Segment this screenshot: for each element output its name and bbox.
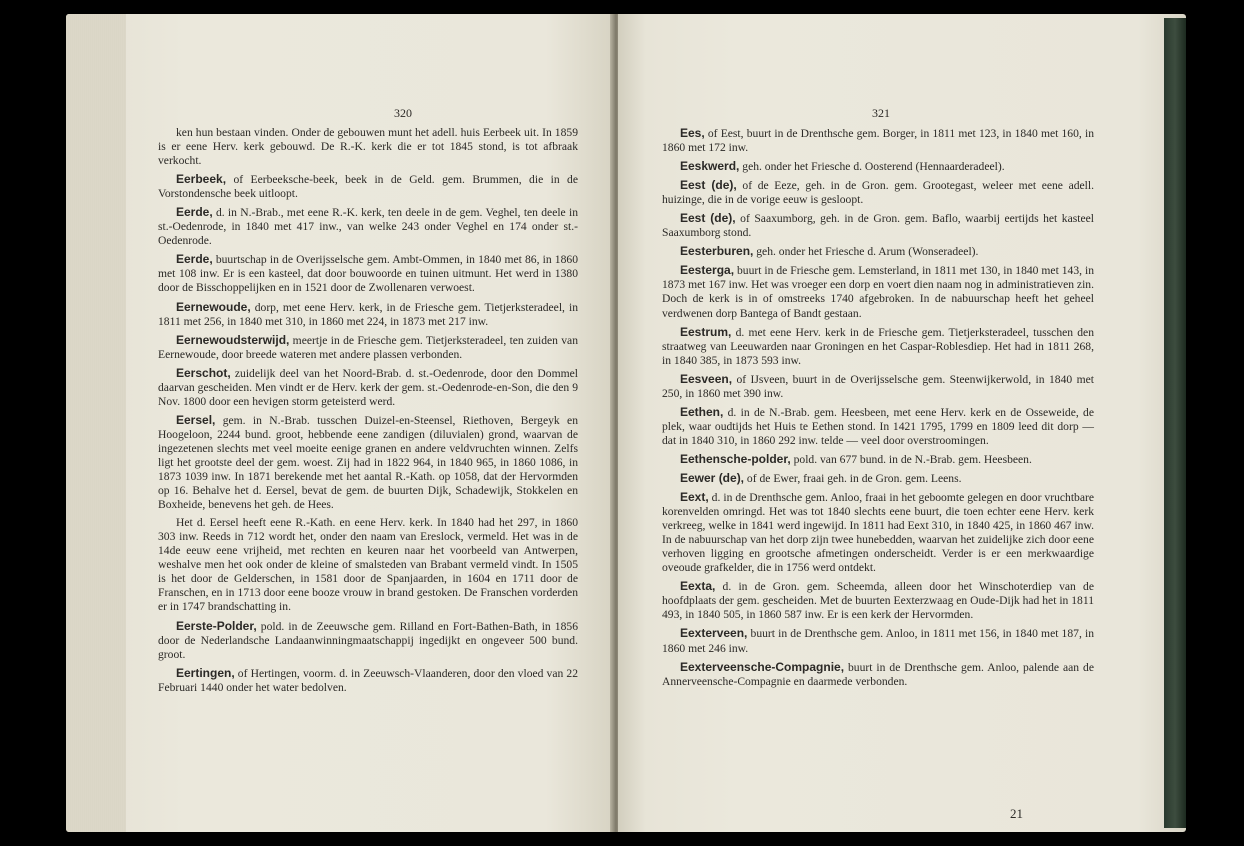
entry-headword: Eext, — [680, 490, 709, 505]
entry-body: of de Eeze, geh. in de Gron. gem. Grootegast, weleer met eene adell. huizinge, die in de vorige eeuw is gesloopt. — [662, 179, 1095, 207]
dictionary-entry — [662, 126, 1094, 155]
entry-body: of Hertingen, voorm. d. in Zeeuwsch-Vlaanderen, door den vloed van 22 Februari 1440 onder het water bedolven. — [158, 666, 578, 694]
entry-body: meertje in de Friesche gem. Tietjerksteradeel, ten zuiden van Eernewoude, door breede wateren met andere plassen verbonden. — [158, 333, 578, 361]
page-number-left: 320 — [394, 106, 412, 120]
right-page-text — [662, 126, 1094, 693]
entry-headword: Eerde, — [176, 252, 213, 267]
dictionary-entry — [158, 666, 578, 695]
entry-body: zuidelijk deel van het Noord-Brab. d. st.-Oedenrode, door den Dommel daarvan gescheiden. Men vindt er de Herv. kerk der gem. st.-Oedenrode-en-Son, die den 9 Nov. 1800 door een hevigen storm geteisterd werd. — [158, 366, 578, 408]
entry-body: d. met eene Herv. kerk in de Friesche gem. Tietjerksteradeel, tusschen den straatweg van Leeuwarden naar Groningen en het Caspar-Roblesdiep. Het had in 1811 268, in 1840 385, in 1873 593 inw. — [662, 325, 1094, 367]
entry-headword: Eersel, — [176, 412, 216, 427]
entry-headword: Eethensche-polder, — [680, 451, 791, 466]
entry-body: d. in de Drenthsche gem. Anloo, fraai in het geboomte gelegen en door vruchtbare korenvelden omringd. Het was tot 1840 slechts eene buurt, die toen echter eene Herv. kerk verkreeg, welke in 1841 werd ingewijd. In 1811 had Eext 310, in 1840 425, in 1860 467 inw. In de nabuurschap van het dorp zijn twee hunebedden, waarvan het zuidelijke zich door eene verhoven ligging en grootsche afmetingen onderscheidt. Verder is er een merkwaardige oveoude grafkelder, die in 1756 werd ontdekt. — [662, 491, 1094, 575]
dictionary-entry — [158, 252, 578, 295]
dictionary-entry — [158, 516, 578, 614]
entry-body: pold. in de Zeeuwsche gem. Rilland en Fort-Bathen-Bath, in 1856 door de Nederlandsche Landaanwinningmaatschappij ingedijkt en ongeveer 500 bund. groot. — [158, 619, 578, 661]
entry-body: ken hun bestaan vinden. Onder de gebouwen munt het adell. huis Eerbeek uit. In 1859 is er eene Herv. kerk gebouwd. De R.-K. kerk die er tot 1845 stond, is tot afbraak verkocht. — [158, 126, 578, 168]
dictionary-entry — [662, 178, 1094, 207]
right-page — [618, 14, 1186, 832]
entry-body: Het d. Eersel heeft eene R.-Kath. en eene Herv. kerk. In 1840 had het 297, in 1860 303 inw. Reeds in 712 wordt het, onder den naam van Ereslock, vermeld. Het was in de 14de eeuw eene vrijheid, met rechten en keuren naar het voorbeeld van Antwerpen, weshalve men het ook onder de kleine of smalsteden van Brabant vermeld vindt. In 1505 is het door de Gelderschen, in 1581 door de Spanjaarden, in 1604 en 1711 door de Franschen, en in 1713 door eene booze vrouw in brand gestoken. De Franschen vorderden er in 1747 brandschatting in. — [158, 516, 578, 614]
dictionary-entry — [662, 159, 1094, 174]
entry-body: buurt in de Drenthsche gem. Anloo, palende aan de Annerveensche-Compagnie en daarmede verbonden. — [662, 660, 1094, 688]
dictionary-entry — [662, 452, 1094, 467]
left-page — [66, 14, 614, 832]
entry-headword: Eernewoudsterwijd, — [176, 332, 290, 347]
entry-headword: Eernewoude, — [176, 299, 251, 314]
entry-body: d. in N.-Brab., met eene R.-K. kerk, ten deele in de gem. Veghel, ten deele in st.-Oedenrode, in 1840 met 417 inw., van welke 243 onder Veghel en 174 onder st.-Oedenrode. — [158, 206, 578, 248]
entry-body: buurtschap in de Overijsselsche gem. Ambt-Ommen, in 1840 met 86, in 1860 met 108 inw. Er is een kasteel, dat door bouwoorde en tuinen uitmunt. Het werd in 1380 door de Bisschoppelijken en in 1521 door de Zwollenaren verwoest. — [158, 253, 578, 295]
dictionary-entry — [662, 490, 1094, 575]
dictionary-entry — [158, 619, 578, 662]
entry-headword: Eest (de), — [680, 211, 736, 226]
left-page-text — [158, 126, 578, 699]
entry-body: of IJsveen, buurt in de Overijsselsche gem. Steenwijkerwold, in 1840 met 250, in 1860 met 390 inw. — [662, 372, 1094, 400]
dictionary-entry — [158, 172, 578, 201]
dictionary-entry — [158, 366, 578, 409]
entry-headword: Eewer (de), — [680, 470, 745, 485]
dictionary-entry — [158, 126, 578, 168]
page-edges — [66, 14, 126, 832]
dictionary-entry — [158, 333, 578, 362]
dictionary-entry — [662, 405, 1094, 448]
signature-mark: 21 — [1010, 806, 1023, 821]
entry-headword: Eesterburen, — [680, 244, 754, 259]
dictionary-entry — [662, 579, 1094, 622]
dictionary-entry — [662, 471, 1094, 486]
entry-body: of de Ewer, fraai geh. in de Gron. gem. Leens. — [744, 471, 962, 485]
entry-body: of Saaxumborg, geh. in de Gron. gem. Baflo, waarbij eertijds het kasteel Saaxumborg stond. — [662, 212, 1094, 240]
page-number-right: 321 — [872, 106, 890, 120]
dictionary-entry — [662, 626, 1094, 655]
entry-body: pold. van 677 bund. in de N.-Brab. gem. Heesbeen. — [790, 452, 1032, 466]
entry-body: geh. onder het Friesche d. Oosterend (Hennaarderadeel). — [739, 160, 1005, 174]
entry-headword: Eerde, — [176, 205, 213, 220]
dictionary-entry — [662, 211, 1094, 240]
entry-headword: Eertingen, — [176, 665, 235, 680]
entry-headword: Eethen, — [680, 404, 724, 419]
entry-headword: Eesveen, — [680, 371, 733, 386]
entry-headword: Ees, — [680, 126, 705, 140]
dictionary-entry — [662, 372, 1094, 401]
dictionary-entry — [158, 205, 578, 248]
entry-headword: Eeskwerd, — [680, 159, 740, 174]
entry-body: buurt in de Drenthsche gem. Anloo, in 1811 met 156, in 1840 met 187, in 1860 met 246 inw. — [662, 627, 1094, 655]
entry-headword: Eestrum, — [680, 324, 732, 339]
entry-body: d. in de Gron. gem. Scheemda, alleen door het Winschoterdiep van de hoofdplaats der gem. gescheiden. Met de buurten Eexterzwaag en Oude-Dijk had het in 1811 493, in 1840 505, in 1860 587 inw. Er is een kerk der Hervormden. — [662, 580, 1094, 622]
dictionary-entry — [662, 660, 1094, 689]
open-book — [66, 14, 1186, 832]
entry-body: d. in de N.-Brab. gem. Heesbeen, met eene Herv. kerk en de Osseweide, de plek, waar oudtijds het Huis te Eethen stond. In 1421 1795, 1799 en 1809 leed dit dorp — dat in 1840 310, in 1860 292 inw. telde — veel door overstroomingen. — [662, 405, 1094, 447]
entry-body: gem. in N.-Brab. tusschen Duizel-en-Steensel, Riethoven, Bergeyk en Hoogeloon, 2244 bund. groot, hebbende eene zandigen (diluvialen) grond, waarvan de ingezetenen slechts met veel moeite eenige granen en andere veldvruchten winnen. Zelfs ligt het grootste deel der gem. woest. Zij had in 1822 964, in 1840 965, in 1860 1086, in 1873 1039 inw. In 1871 berekende met het aantal R.-Kath. op 1058, dat der Hervormden op 16. Behalve het d. Eersel, bevat de gem. de buurten Dijk, Schadewijk, Stokkelen en Boxheide, benevens het geh. de Hees. — [158, 413, 578, 512]
dictionary-entry — [158, 413, 578, 512]
dictionary-entry — [662, 325, 1094, 368]
entry-headword: Eexterveensche-Compagnie, — [680, 659, 845, 674]
dictionary-entry — [662, 244, 1094, 259]
entry-headword: Eerschot, — [176, 365, 231, 380]
entry-body: of Eest, buurt in de Drenthsche gem. Borger, in 1811 met 123, in 1840 met 160, in 1860 met 172 inw. — [662, 127, 1094, 155]
dictionary-entry — [158, 300, 578, 329]
entry-body: buurt in de Friesche gem. Lemsterland, in 1811 met 130, in 1840 met 143, in 1873 met 167 inw. Het was vroeger een dorp en voert dien naam nog in administratieven zin. Doch de kerk is in of omstreeks 1740 afgebroken. In de nabuurschap heeft het geheel verdwenen dorp Bantega of Bandt gestaan. — [662, 264, 1094, 320]
entry-body: of Eerbeeksche-beek, beek in de Geld. gem. Brummen, die in de Vorstondensche beek uitloopt. — [158, 173, 578, 201]
entry-headword: Eest (de), — [680, 178, 737, 193]
book-cover-edge — [1164, 18, 1186, 828]
entry-headword: Eerbeek, — [176, 172, 227, 187]
entry-headword: Eerste-Polder, — [176, 618, 257, 633]
entry-headword: Eexterveen, — [680, 626, 748, 641]
entry-body: dorp, met eene Herv. kerk, in de Friesche gem. Tietjerksteradeel, in 1811 met 256, in 1840 met 310, in 1860 met 224, in 1873 met 217 inw. — [158, 300, 578, 328]
entry-headword: Eesterga, — [680, 263, 735, 278]
entry-headword: Eexta, — [680, 579, 716, 594]
entry-body: geh. onder het Friesche d. Arum (Wonseradeel). — [753, 245, 979, 259]
dictionary-entry — [662, 263, 1094, 320]
